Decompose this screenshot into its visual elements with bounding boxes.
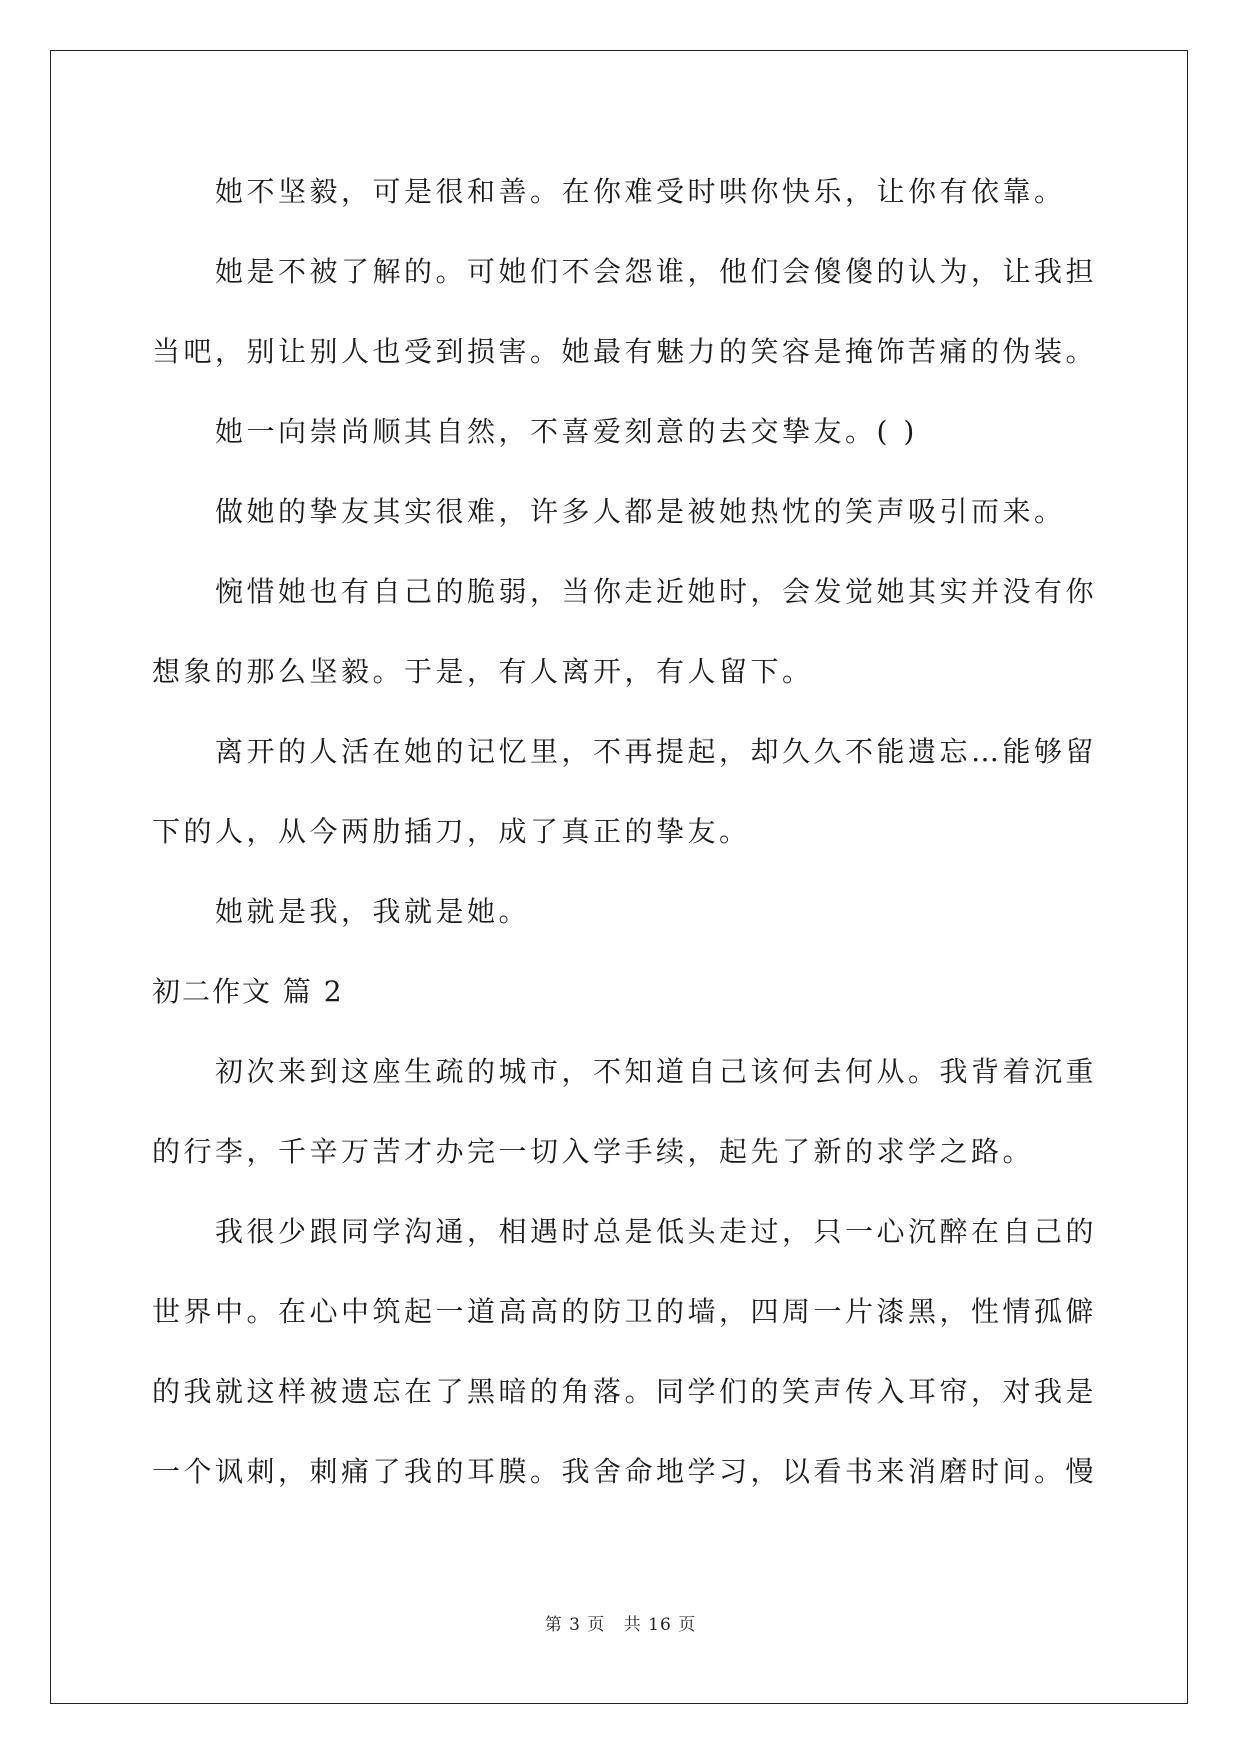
text-line: 下的人，从今两肋插刀，成了真正的挚友。: [152, 815, 751, 848]
text-line: 想象的那么坚毅。于是，有人离开，有人留下。: [152, 655, 814, 688]
text-line: 她一向崇尚顺其自然，不喜爱刻意的去交挚友。( ): [215, 415, 918, 448]
text-line: 的我就这样被遗忘在了黑暗的角落。同学们的笑声传入耳帘，对我是: [152, 1375, 1098, 1408]
text-line: 当吧，别让别人也受到损害。她最有魅力的笑容是掩饰苦痛的伪装。: [152, 335, 1098, 368]
text-line: 初次来到这座生疏的城市，不知道自己该何去何从。我背着沉重: [215, 1055, 1098, 1088]
text-line: 离开的人活在她的记忆里，不再提起，却久久不能遗忘…能够留: [215, 735, 1098, 768]
text-line: 她是不被了解的。可她们不会怨谁，他们会傻傻的认为，让我担: [215, 255, 1098, 288]
section-heading: 初二作文 篇 2: [152, 975, 344, 1008]
text-line: 她就是我，我就是她。: [215, 895, 531, 928]
text-line: 世界中。在心中筑起一道高高的防卫的墙，四周一片漆黑，性情孤僻: [152, 1295, 1098, 1328]
text-line: 的行李，千辛万苦才办完一切入学手续，起先了新的求学之路。: [152, 1135, 1035, 1168]
page-number: 第 3 页: [544, 1615, 606, 1635]
page-footer: [0, 1610, 1241, 1635]
text-line: 做她的挚友其实很难，许多人都是被她热忱的笑声吸引而来。: [215, 495, 1066, 528]
text-line: 我很少跟同学沟通，相遇时总是低头走过，只一心沉醉在自己的: [215, 1215, 1098, 1248]
text-line: 她不坚毅，可是很和善。在你难受时哄你快乐，让你有依靠。: [215, 175, 1066, 208]
text-line: 惋惜她也有自己的脆弱，当你走近她时，会发觉她其实并没有你: [215, 575, 1098, 608]
page-total: 共 16 页: [623, 1615, 697, 1635]
text-line: 一个讽刺，刺痛了我的耳膜。我舍命地学习，以看书来消磨时间。慢: [152, 1455, 1098, 1488]
